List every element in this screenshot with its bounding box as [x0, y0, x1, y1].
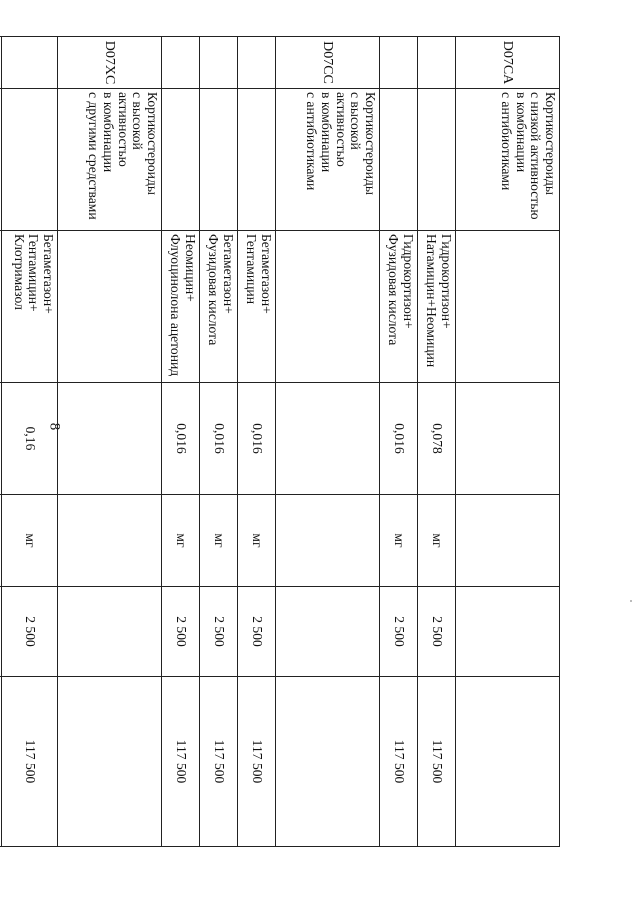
table-row: [0, 37, 2, 847]
row-unit-cell: мг: [200, 495, 238, 587]
row-substance-cell: [456, 231, 560, 383]
row-substance-cell: Бетаметазон+ Гентамицин: [238, 231, 276, 383]
row-total-cell: 117 500: [200, 677, 238, 847]
medication-table: [0, 36, 560, 847]
table-row: [380, 37, 418, 847]
row-quantity-cell: [0, 587, 2, 677]
row-code-cell: [2, 37, 58, 89]
row-group-cell: [418, 89, 456, 231]
row-quantity-cell: 2 500: [200, 587, 238, 677]
row-total-cell: 117 500: [162, 677, 200, 847]
row-dose-cell: 0,016: [200, 383, 238, 495]
row-code-cell: [162, 37, 200, 89]
row-quantity-cell: 2 500: [380, 587, 418, 677]
row-quantity-cell: 2 500: [238, 587, 276, 677]
row-quantity-cell: 2 500: [418, 587, 456, 677]
row-group-cell: Кортикостероиды с низкой активностью в комбинации с антибиотиками: [456, 89, 560, 231]
row-quantity-cell: 2 500: [2, 587, 58, 677]
row-total-cell: 117 500: [380, 677, 418, 847]
row-group-cell: Кортикостероиды с высокой активностью в комбинации с другими средствами: [58, 89, 162, 231]
row-group-cell: [380, 89, 418, 231]
row-total-cell: 117 500: [418, 677, 456, 847]
row-total-cell: [0, 677, 2, 847]
page-number: 8: [46, 422, 63, 431]
row-code-cell: D07CC: [276, 37, 380, 89]
row-dose-cell: 0,16: [2, 383, 58, 495]
row-unit-cell: [0, 495, 2, 587]
row-dose-cell: 0,016: [238, 383, 276, 495]
row-substance-cell: [58, 231, 162, 383]
row-group-cell: [2, 89, 58, 231]
row-unit-cell: [456, 495, 560, 587]
medication-table-body: [0, 37, 560, 847]
row-total-cell: 117 500: [238, 677, 276, 847]
row-substance-cell: [0, 231, 2, 383]
row-dose-cell: 0,016: [162, 383, 200, 495]
row-total-cell: [58, 677, 162, 847]
row-dose-cell: [456, 383, 560, 495]
row-substance-cell: Гидрокортизон+ Фузидовая кислота: [380, 231, 418, 383]
row-unit-cell: мг: [238, 495, 276, 587]
row-dose-cell: [276, 383, 380, 495]
row-quantity-cell: [276, 587, 380, 677]
row-code-cell: [200, 37, 238, 89]
row-substance-cell: Бетаметазон+ Гентамицин+ Клотримазол: [2, 231, 58, 383]
scan-speck: [630, 600, 632, 602]
row-dose-cell: 0,016: [380, 383, 418, 495]
row-dose-cell: [0, 383, 2, 495]
table-row: [58, 37, 162, 847]
table-row: [2, 37, 58, 847]
row-code-cell: [380, 37, 418, 89]
row-code-cell: [0, 37, 2, 89]
table-row: [418, 37, 456, 847]
row-quantity-cell: [58, 587, 162, 677]
row-dose-cell: [58, 383, 162, 495]
row-substance-cell: Гидрокортизон+ Натамицин+Неомицин: [418, 231, 456, 383]
row-unit-cell: [58, 495, 162, 587]
table-row: [200, 37, 238, 847]
row-unit-cell: мг: [162, 495, 200, 587]
row-unit-cell: мг: [380, 495, 418, 587]
row-group-cell: [238, 89, 276, 231]
row-group-cell: [200, 89, 238, 231]
row-code-cell: D07XC: [58, 37, 162, 89]
row-dose-cell: 0,078: [418, 383, 456, 495]
table-row: [162, 37, 200, 847]
row-code-cell: [418, 37, 456, 89]
rotated-table-container: [11, 36, 560, 846]
row-group-cell: [162, 89, 200, 231]
row-total-cell: [276, 677, 380, 847]
row-substance-cell: [276, 231, 380, 383]
row-code-cell: [238, 37, 276, 89]
row-unit-cell: мг: [418, 495, 456, 587]
table-row: [276, 37, 380, 847]
row-unit-cell: мг: [2, 495, 58, 587]
row-quantity-cell: 2 500: [162, 587, 200, 677]
row-substance-cell: Неомицин+ Флуоцинолона ацетонид: [162, 231, 200, 383]
row-total-cell: [456, 677, 560, 847]
row-total-cell: 117 500: [2, 677, 58, 847]
row-group-cell: Кортикостероиды с высокой активностью в комбинации с антибиотиками: [276, 89, 380, 231]
row-quantity-cell: [456, 587, 560, 677]
row-substance-cell: Бетаметазон+ Фузидовая кислота: [200, 231, 238, 383]
row-code-cell: D07CA: [456, 37, 560, 89]
row-group-cell: [0, 89, 2, 231]
table-row: [456, 37, 560, 847]
row-unit-cell: [276, 495, 380, 587]
table-row: [238, 37, 276, 847]
